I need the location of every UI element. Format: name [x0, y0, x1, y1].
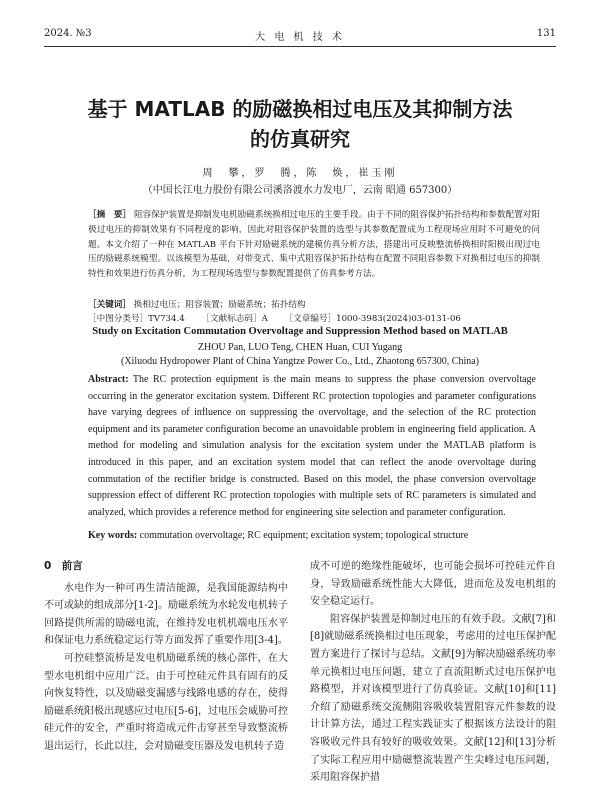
abstract-zh-label: ［摘 要］ [88, 210, 132, 220]
affiliation-en: (Xiluodu Hydropower Plant of China Yangtze Power Co., Ltd., Zhaotong 657300, China) [120, 356, 480, 367]
section-heading: 0 前言 [44, 560, 83, 572]
keywords-zh [88, 298, 540, 310]
clc-number: ［中图分类号］TV734.4 [88, 314, 185, 324]
title-line-2: 的仿真研究 [250, 127, 350, 151]
keywords-en [88, 530, 540, 541]
body-left-column [44, 558, 288, 756]
keywords-en-label: Key words: [88, 530, 138, 541]
keywords-zh-text: 换相过电压；阻容装置；励磁系统；拓扑结构 [133, 300, 306, 310]
paper-title [44, 94, 556, 154]
body-paragraph: 水电作为一种可再生清洁能源，是我国能源结构中不可或缺的组成部分[1-2]。励磁系统为水轮发电机转子回路提供所需的励磁电流，在维持发电机机端电压水平和保证电力系统稳定运行等方面发挥了重要作用[3-4]。 [44, 582, 288, 647]
header-divider [44, 46, 556, 47]
abstract-zh-text: 阻容保护装置是抑制发电机励磁系统换相过电压的主要手段。由于不同的阻容保护拓扑结构和参数配置对阳极过电压的抑制效果有不同程度的影响，因此对阻容保护装置的选型与其参数配置成为工程现场应用时不可避免的问题。本文介绍了一种在 MATLAB 平台下针对励磁系统的建模仿真分析方法，搭建出可反映整流桥换相时阳极出现过电压的励磁系统模型。以该模型为基础，对带变式、集中式阻容保护拓扑结构在配置不同阻容参数下对换相过电压的抑制特性和效果进行仿真分析，为工程现场选型与参数配置提供了仿真参考方法。 [88, 210, 540, 280]
keywords-en-text: commutation overvoltage; RC equipment; excitation system; topological structure [139, 530, 469, 541]
classification-line [88, 312, 540, 324]
abstract-en-text: The RC protection equipment is the main means to suppress the phase conversion overvoltage occurring in the generator excitation system. Different RC protection topologies and parameter configurations have varying degrees of influence on suppressing the overvoltage, and the selection of the RC protection equipment and its parameter configuration become an unavoidable problem in engineering field application. A method for modeling and simulation analysis for the excitation system under the MATLAB platform is introduced in this paper, and an excitation system model that can reflect the anode overvoltage during commutation of the rectifier bridge is constructed. Based on this model, the phase conversion overvoltage suppression effect of different RC protection topologies with multiple sets of RC parameters is simulated and analyzed, which provides a reference method for engineering site selection and parameter configuration. [88, 374, 536, 518]
authors-zh: 周 攀，罗 腾，陈 焕，崔玉刚 [202, 168, 398, 179]
authors-en: ZHOU Pan, LUO Teng, CHEN Huan, CUI Yugang [197, 342, 403, 353]
journal-name: 大 电 机 技 术 [255, 32, 345, 43]
body-paragraph: 可控硅整流桥是发电机励磁系统的核心部件，在大型水电机组中应用广泛。由于可控硅元件具有固有的反向恢复特性，以及励磁变漏感与线路电感的存在，使得励磁系统阳极出现感应过电压[5-6]，过电压会威胁可控硅元件的安全，严重时将造成元件击穿甚至导致整流桥退出运行，长此以往，会对励磁变压器及发电机转子造 [44, 652, 288, 752]
title-en: Study on Excitation Commutation Overvoltage and Suppression Method based on MATLAB [92, 326, 508, 337]
abstract-en-label: Abstract: [88, 374, 129, 385]
issue-number: 2024. №3 [44, 28, 92, 39]
keywords-zh-label: ［关键词］ [88, 300, 131, 310]
title-line-1: 基于 MATLAB 的励磁换相过电压及其抑制方法 [87, 97, 513, 121]
article-number: ［文章编号］1000-3983(2024)03-0131-06 [284, 314, 461, 324]
page-number: 131 [536, 28, 556, 39]
abstract-zh [88, 208, 540, 282]
document-code: ［文献标志码］A [201, 314, 268, 324]
running-header [44, 28, 556, 46]
body-paragraph: 成不可逆的绝缘性能破坏，也可能会损坏可控硅元件自身，导致励磁系统性能大大降低，进而危及发电机组的安全稳定运行。 [310, 561, 556, 608]
abstract-en [88, 372, 536, 521]
body-right-column [310, 558, 556, 787]
body-paragraph: 阻容保护装置是抑制过电压的有效手段。文献[7]和[8]就励磁系统换相过电压现象，考虑用的过电压保护配置方案进行了探讨与总结。文献[9]为解决励磁系统功率单元换相过电压问题，建立了直流阻断式过电压保护电路模型，并对该模型进行了仿真验证。文献[10]和[11]介绍了励磁系统交流侧阻容吸收装置阻容元件参数的设计计算方法，通过工程实践证实了根据该方法设计的阻容吸收元件具有较好的吸收效果。文献[12]和[13]分析了实际工程应用中励磁整流装置产生尖峰过电压问题，采用阻容保护措 [310, 613, 556, 784]
affiliation-zh: （中国长江电力股份有限公司溪洛渡水力发电厂，云南 昭通 657300） [142, 185, 458, 196]
